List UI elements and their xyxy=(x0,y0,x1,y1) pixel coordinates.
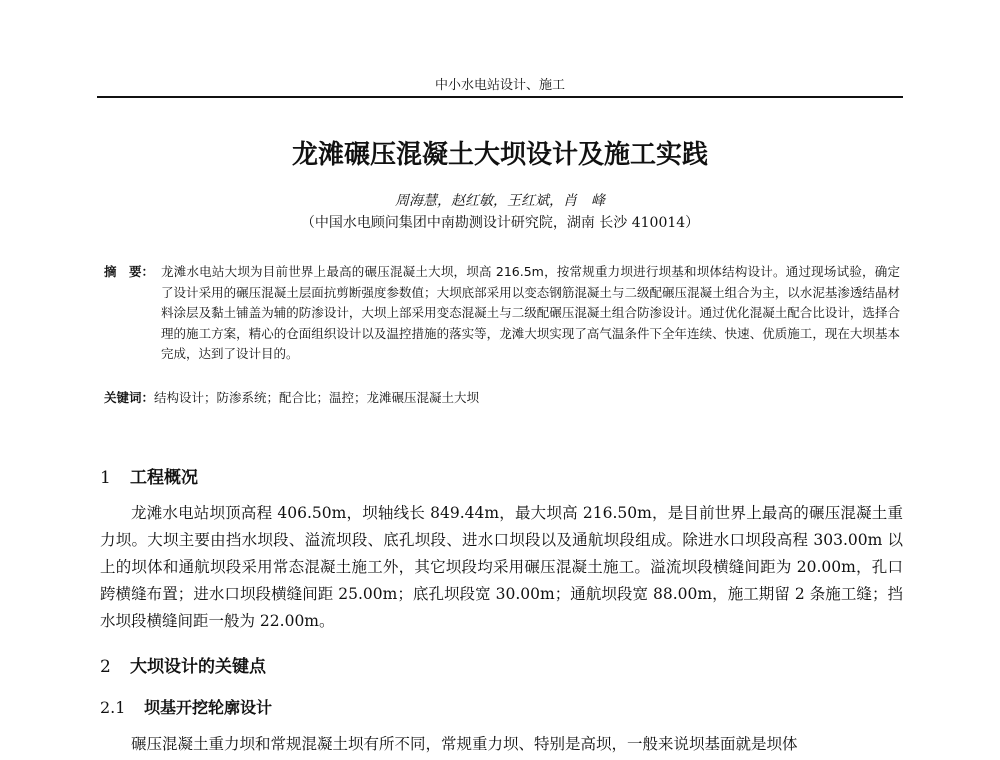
keywords xyxy=(104,388,900,406)
subsection-heading-2-1 xyxy=(100,695,272,718)
section-heading-1 xyxy=(100,463,198,488)
abstract xyxy=(104,262,900,365)
section-title: 坝基开挖轮廓设计 xyxy=(144,698,273,717)
paragraph: 龙滩水电站坝顶高程 406.50m，坝轴线长 849.44m，最大坝高 216.50m，是目前世界上最高的碾压混凝土重力坝。大坝主要由挡水坝段、溢流坝段、底孔坝段、进水口坝段以及通航坝段组成。除进水口坝段高程 303.00m 以上的坝体和通航坝段采用常态混凝土施工外，其它坝段均采用碾压混凝土施工。溢流坝段横缝间距为 20.00m，孔口跨横缝布置；进水口坝段横缝间距 25.00m；底孔坝段宽 30.00m；通航坝段宽 88.00m，施工期留 2 条施工缝；挡水坝段横缝间距一般为 22.00m。 xyxy=(100,504,903,630)
running-head: 中小水电站设计、施工 xyxy=(434,78,565,93)
paragraph: 碾压混凝土重力坝和常规混凝土坝有所不同，常规重力坝、特别是高坝，一般来说坝基面就是坝体 xyxy=(131,735,798,753)
abstract-text: 龙滩水电站大坝为目前世界上最高的碾压混凝土大坝，坝高 216.5m，按常规重力坝进行坝基和坝体结构设计。通过现场试验，确定了设计采用的碾压混凝土层面抗剪断强度参数值；大坝底部采用以变态钢筋混凝土与二级配碾压混凝土组合为主，以水泥基渗透结晶材料涂层及黏土铺盖为辅的防渗设计，大坝上部采用变态混凝土与二级配碾压混凝土组合防渗设计。通过优化混凝土配合比设计，选择合理的施工方案，精心的仓面组织设计以及温控措施的落实等，龙滩大坝实现了高气温条件下全年连续、快速、优质施工，现在大坝基本完成，达到了设计目的。 xyxy=(161,264,900,361)
section-heading-2 xyxy=(100,652,266,677)
section-number: 1 xyxy=(100,468,111,488)
keywords-text: 结构设计；防渗系统；配合比；温控；龙滩碾压混凝土大坝 xyxy=(154,390,480,405)
section-title: 大坝设计的关键点 xyxy=(130,657,266,677)
authors: 周海慧，赵红敏，王红斌，肖 峰 xyxy=(395,193,605,209)
section-number: 2 xyxy=(100,657,111,677)
section-number: 2.1 xyxy=(100,698,126,717)
paper-title: 龙滩碾压混凝土大坝设计及施工实践 xyxy=(291,140,708,170)
header-rule xyxy=(97,96,903,98)
abstract-label: 摘 要： xyxy=(104,264,155,279)
affiliation: （中国水电顾问集团中南勘测设计研究院，湖南 长沙 410014） xyxy=(300,215,700,231)
keywords-label: 关键词： xyxy=(104,390,155,405)
section-title: 工程概况 xyxy=(130,468,198,488)
